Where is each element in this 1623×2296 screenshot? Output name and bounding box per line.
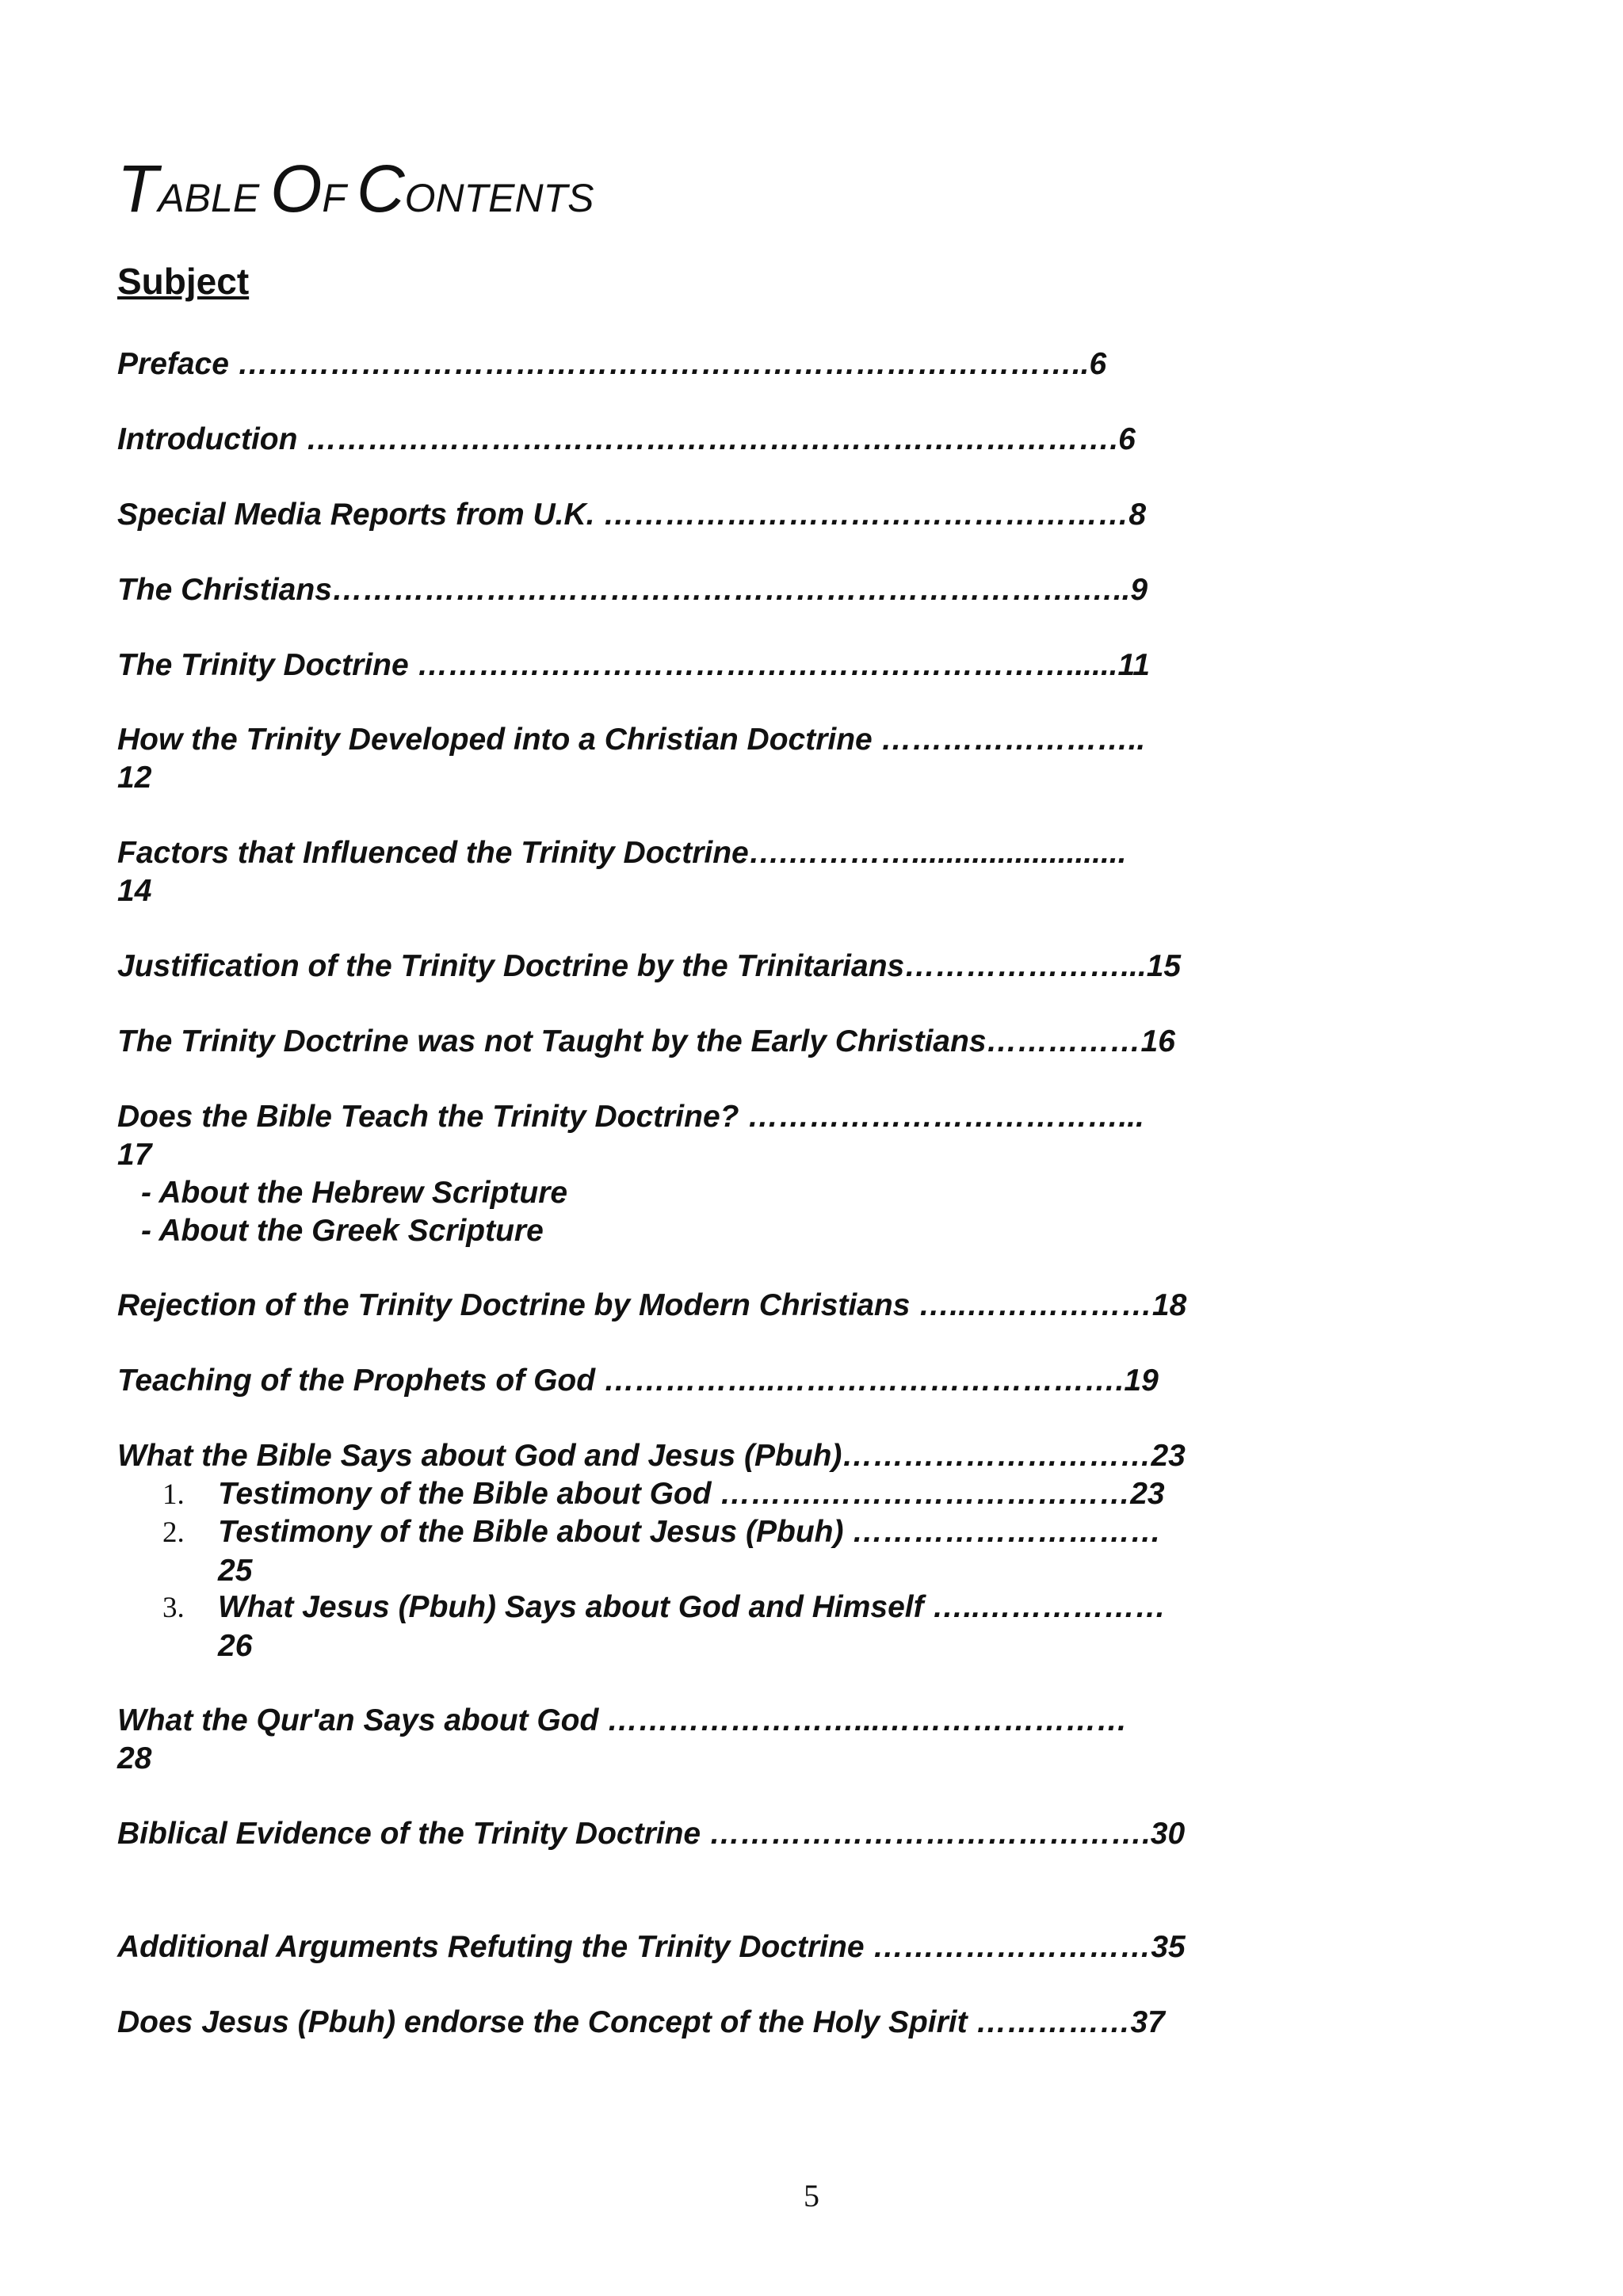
item-number: 2.	[162, 1516, 185, 1549]
toc-page-number: 35	[1151, 1930, 1186, 1964]
toc-entry-bible-teach	[117, 1098, 1274, 1250]
toc-entry-title: Testimony of the Bible about Jesus (Pbuh)	[218, 1515, 853, 1549]
toc-entry-preface	[117, 345, 1274, 383]
toc-page-number: 16	[1140, 1024, 1175, 1058]
toc-page-number: 37	[1130, 2005, 1165, 2039]
toc-page-number: 14	[117, 874, 152, 908]
toc-page-number: 8	[1128, 498, 1147, 532]
toc-numbered-item	[162, 1513, 1161, 1590]
toc-entry-title: Does Jesus (Pbuh) endorse the Concept of the Holy Spirit	[117, 2005, 976, 2039]
toc-entry-title: What the Bible Says about God and Jesus (Pbuh)	[117, 1439, 842, 1473]
toc-entry-trinity-doctrine	[117, 646, 1274, 685]
toc-entry-prophets	[117, 1362, 1274, 1400]
toc-leader: ………………………………………………………………………..	[237, 347, 1090, 381]
toc-page-number: 23	[1130, 1477, 1165, 1511]
title-rest-ontents: ONTENTS	[404, 176, 594, 220]
toc-leader: ……………..…………………………….	[603, 1363, 1125, 1398]
toc-page-number: 9	[1130, 573, 1148, 607]
toc-entry-title: Teaching of the Prophets of God	[117, 1363, 604, 1398]
title-rest-f: F	[322, 176, 357, 220]
toc-page-number: 26	[218, 1629, 253, 1663]
toc-entry-title: Rejection of the Trinity Doctrine by Modern Christians	[117, 1288, 919, 1322]
toc-numbered-item	[162, 1475, 1165, 1514]
toc-leader: …………………………	[852, 1515, 1162, 1549]
toc-leader: …………………………………….	[708, 1817, 1151, 1851]
toc-page-number: 28	[117, 1741, 152, 1775]
toc-page-number: 6	[1089, 347, 1107, 381]
toc-leader: …………………………………………………………………….	[306, 422, 1119, 456]
toc-entry-quran-says	[117, 1702, 1274, 1778]
page-title	[117, 151, 594, 226]
toc-leader: ……………………………………………	[603, 498, 1129, 532]
toc-page-number: 12	[117, 761, 152, 795]
toc-leader: ……….…………………………	[720, 1477, 1131, 1511]
toc-leader: ……………	[976, 2005, 1131, 2039]
toc-entry-not-taught	[117, 1023, 1274, 1061]
toc-entry-title: What Jesus (Pbuh) Says about God and Himself	[218, 1590, 933, 1624]
item-number: 1.	[162, 1478, 185, 1511]
toc-entry-justification	[117, 948, 1274, 986]
toc-entry-title: The Christians	[117, 573, 332, 607]
toc-numbered-item	[162, 1589, 1166, 1665]
title-rest-able: ABLE	[158, 176, 271, 220]
toc-page-number: 11	[1117, 648, 1151, 682]
toc-entry-holy-spirit	[117, 2004, 1274, 2042]
toc-entry-title: The Trinity Doctrine was not Taught by the Early Christians	[117, 1024, 987, 1058]
title-initial-o: O	[270, 151, 323, 226]
toc-leader: ………………………………………………………......	[417, 648, 1118, 682]
toc-subitem: - About the Greek Scripture	[141, 1214, 544, 1248]
toc-page-number: 15	[1146, 949, 1182, 983]
toc-entry-title: Factors that Influenced the Trinity Doctrine	[117, 836, 749, 870]
toc-entry-title: What the Qur'an Says about God	[117, 1703, 608, 1737]
toc-leader: ……………………...……………………	[607, 1703, 1128, 1737]
toc-entry-title: Introduction	[117, 422, 307, 456]
toc-leader: ….………….........................	[748, 836, 1127, 870]
toc-leader: ……………	[986, 1024, 1141, 1058]
toc-entry-title: The Trinity Doctrine	[117, 648, 418, 682]
toc-page-number: 18	[1151, 1288, 1187, 1322]
title-initial-c: C	[356, 151, 405, 226]
toc-entry-bible-says	[117, 1437, 1274, 1475]
toc-entry-the-christians	[117, 571, 1274, 609]
toc-entry-title: Additional Arguments Refuting the Trinity Doctrine	[117, 1930, 873, 1964]
toc-entry-factors	[117, 834, 1274, 910]
toc-entry-title: Justification of the Trinity Doctrine by the Trinitarians	[117, 949, 905, 983]
toc-entry-special-media-reports	[117, 496, 1274, 534]
toc-page-number: 17	[117, 1138, 152, 1172]
toc-entry-introduction	[117, 421, 1274, 459]
toc-entry-trinity-developed	[117, 721, 1274, 797]
toc-entry-biblical-evidence	[117, 1815, 1274, 1853]
toc-page-number: 6	[1118, 422, 1136, 456]
title-initial-t: T	[117, 151, 158, 226]
toc-page-number: 30	[1150, 1817, 1186, 1851]
toc-entry-title: Preface	[117, 347, 238, 381]
page-number-footer: 5	[804, 2178, 819, 2214]
toc-leader: …..………………	[918, 1288, 1152, 1322]
toc-leader: …………………………	[842, 1439, 1151, 1473]
toc-leader: ……………………..	[880, 723, 1146, 757]
toc-entry-title: Does the Bible Teach the Trinity Doctrine?	[117, 1100, 748, 1134]
toc-leader: ………………………	[873, 1930, 1151, 1964]
toc-page-number: 23	[1151, 1439, 1186, 1473]
toc-leader: …………………...	[904, 949, 1147, 983]
item-number: 3.	[162, 1592, 185, 1624]
subject-heading: Subject	[117, 261, 250, 302]
toc-entry-rejection	[117, 1287, 1274, 1325]
toc-subitem: - About the Hebrew Scripture	[141, 1176, 568, 1210]
toc-entry-title: How the Trinity Developed into a Christian Doctrine	[117, 723, 881, 757]
toc-leader: ………………………………...	[747, 1100, 1144, 1134]
toc-entry-title: Biblical Evidence of the Trinity Doctrine	[117, 1817, 709, 1851]
toc-leader: …..………………	[932, 1590, 1167, 1624]
toc-page-number: 25	[218, 1554, 253, 1588]
toc-entry-title: Testimony of the Bible about God	[218, 1477, 720, 1511]
toc-entry-additional-arguments	[117, 1928, 1274, 1966]
toc-leader: ……………………………………………………………….…..	[331, 573, 1131, 607]
toc-entry-title: Special Media Reports from U.K.	[117, 498, 604, 532]
toc-page-number: 19	[1124, 1363, 1159, 1398]
